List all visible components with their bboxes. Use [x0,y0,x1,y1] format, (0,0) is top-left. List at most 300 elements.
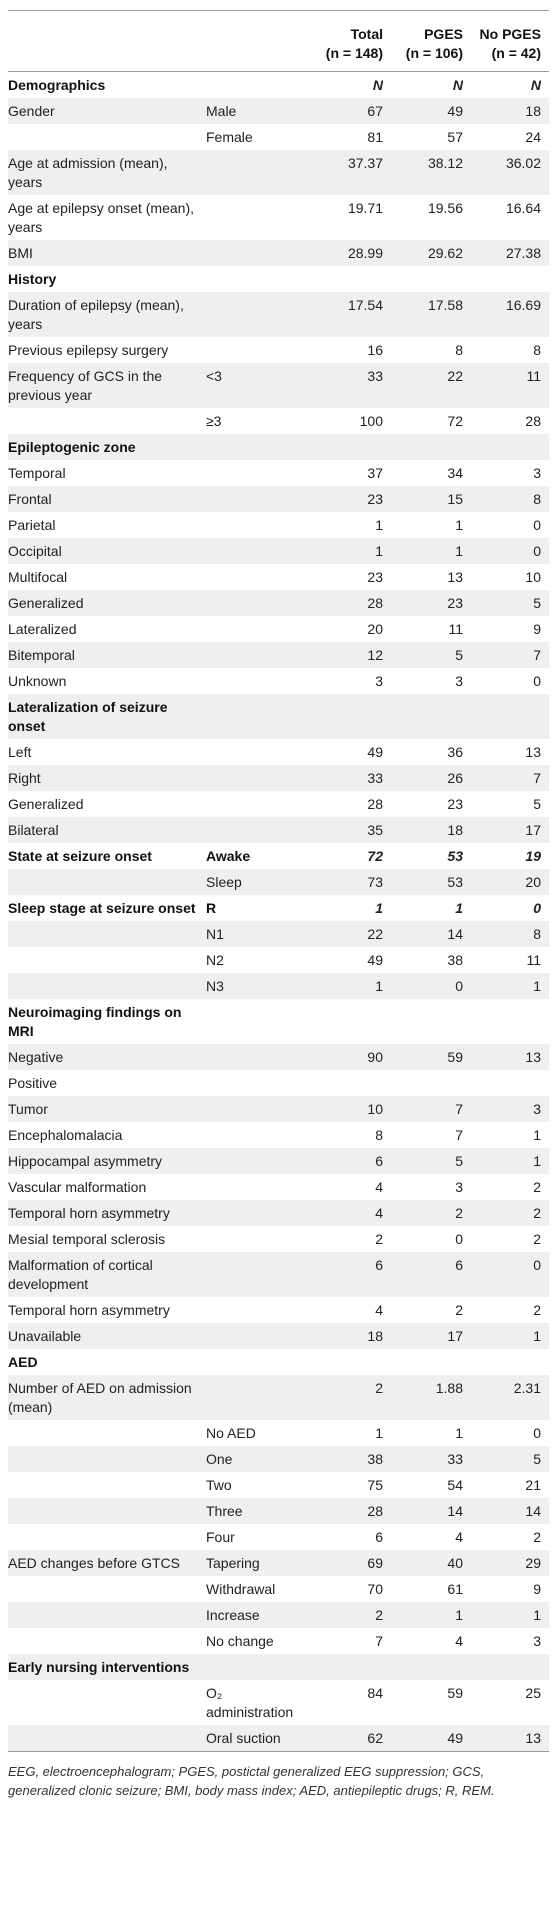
cell-value: 9 [533,1581,541,1597]
cell-value: 17.58 [391,292,471,337]
row-label [8,947,206,973]
cell-value: 4 [375,1302,383,1318]
cell-value: 4 [311,1200,391,1226]
row-label [8,921,206,947]
cell-value: 34 [447,465,463,481]
table-header [8,11,549,72]
row-label: Lateralized [8,621,77,637]
cell-value: 72 [367,848,383,864]
row-sublabel: No AED [206,1425,256,1441]
cell-value: 0 [533,517,541,533]
cell-value [471,1070,549,1096]
cell-value: 57 [447,129,463,145]
cell-value: 59 [447,1685,463,1701]
table-row [8,616,549,642]
cell-value: 11 [526,952,541,968]
table-row [8,791,549,817]
table-row [8,1122,549,1148]
row-label: Bitemporal [8,642,206,668]
cell-value: 22 [391,363,471,408]
row-label: Previous epilepsy surgery [8,342,169,358]
cell-value: 4 [455,1529,463,1545]
cell-value: 23 [391,590,471,616]
row-sublabel [206,765,311,791]
cell-value: 15 [391,486,471,512]
cell-value: 6 [375,1529,383,1545]
cell-value: 2 [311,1375,391,1420]
row-label: Hippocampal asymmetry [8,1148,206,1174]
cell-value: 13 [447,569,463,585]
table-row [8,739,549,765]
table-row [8,1550,549,1576]
cell-value: 25 [525,1685,541,1701]
cell-value: 3 [455,673,463,689]
cell-value: 8 [471,486,549,512]
cell-value: 16 [367,342,383,358]
row-label [8,408,206,434]
row-sublabel: N3 [206,973,311,999]
cell-value: 54 [447,1477,463,1493]
row-label: Demographics [8,77,106,93]
cell-value: 20 [367,621,383,637]
cell-value: 100 [359,413,383,429]
cell-value: 61 [447,1581,463,1597]
cell-value: 37.37 [311,150,391,195]
cell-value [471,1654,549,1680]
row-label: Age at epilepsy onset (mean), years [8,200,194,235]
cell-value: 17.54 [311,292,391,337]
cell-value: 7 [391,1096,471,1122]
table-row [8,408,549,434]
row-sublabel [206,1174,311,1200]
header-no-pges: No PGES (n = 42) [471,11,549,72]
cell-value: 10 [525,569,541,585]
cell-value: 5 [471,590,549,616]
cell-value: 49 [367,952,383,968]
cell-value [471,999,549,1044]
cell-value: 3 [455,1179,463,1195]
row-sublabel [206,564,311,590]
row-sublabel [206,195,311,240]
cell-value: 22 [311,921,391,947]
table-row [8,1297,549,1323]
row-sublabel [206,1044,311,1070]
table-row [8,1096,549,1122]
row-label [8,1472,206,1498]
row-label: Frequency of GCS in the previous year [8,363,206,408]
cell-value: 16.69 [471,292,549,337]
cell-value: 3 [533,1633,541,1649]
table-row [8,1044,549,1070]
row-sublabel [206,486,311,512]
table-row [8,668,549,694]
cell-value: 21 [525,1477,541,1493]
cell-value: 13 [471,1044,549,1070]
row-sublabel [206,1226,311,1252]
cell-value [311,694,391,739]
row-sublabel [206,1200,311,1226]
row-label [8,1576,206,1602]
row-label: BMI [8,240,206,266]
row-sublabel: R [206,900,217,916]
row-sublabel [206,1070,311,1096]
cell-value: 6 [311,1252,391,1297]
row-label: Encephalomalacia [8,1127,123,1143]
cell-value: 11 [448,621,463,637]
row-sublabel [206,292,311,337]
cell-value: 2 [533,1529,541,1545]
cell-value: 8 [471,921,549,947]
row-sublabel: Awake [206,848,251,864]
row-label: Left [8,744,32,760]
row-label [8,1602,206,1628]
row-label [8,124,206,150]
row-label [8,1498,206,1524]
cell-value: 28 [525,413,541,429]
cell-value: 29.62 [391,240,471,266]
row-label [8,1628,206,1654]
header-total: Total (n = 148) [311,11,391,72]
cell-value: 11 [471,363,549,408]
row-label: Lateralization of seizure onset [8,694,206,739]
row-label [8,1725,206,1752]
section-row [8,843,549,869]
cell-value: 23 [311,486,391,512]
cell-value: 28.99 [311,240,391,266]
cell-value: 0 [533,673,541,689]
cell-value: 28 [311,1498,391,1524]
cell-value: 17 [471,817,549,843]
cell-value: 4 [455,1633,463,1649]
cell-value: 1 [455,517,463,533]
cell-value: 29 [471,1550,549,1576]
cell-value: 5 [471,1446,549,1472]
table-row [8,460,549,486]
cell-value: 69 [311,1550,391,1576]
row-label: Right [8,765,206,791]
row-sublabel [206,739,311,765]
cell-value: 5 [391,1148,471,1174]
row-sublabel: Increase [206,1602,311,1628]
section-row [8,895,549,921]
row-label: Early nursing interventions [8,1654,206,1680]
table-row [8,1420,549,1446]
cell-value [311,266,391,292]
row-label: Age at admission (mean), years [8,150,206,195]
cell-value: 1 [391,1602,471,1628]
cell-value: 28 [311,590,391,616]
row-label [8,869,206,895]
table-row [8,1200,549,1226]
table-row [8,1725,549,1752]
section-row [8,999,549,1044]
row-sublabel [206,642,311,668]
cell-value: 38 [311,1446,391,1472]
row-sublabel [206,1148,311,1174]
row-sublabel: No change [206,1633,274,1649]
row-sublabel [206,1654,311,1680]
cell-value: 3 [375,673,383,689]
section-row [8,434,549,460]
table-row [8,564,549,590]
cell-value: 81 [367,129,383,145]
row-label [8,1524,206,1550]
row-sublabel [206,460,311,486]
cell-value [471,266,549,292]
row-sublabel [206,1252,311,1297]
cell-value: 38 [447,952,463,968]
cell-value: 16.64 [505,200,541,216]
row-label: Unavailable [8,1323,206,1349]
cell-value: 1 [471,1148,549,1174]
cell-value: 1 [471,973,549,999]
row-sublabel [206,337,311,363]
row-sublabel: <3 [206,363,311,408]
cell-value: 1 [375,900,383,916]
table-row [8,817,549,843]
table-row [8,1323,549,1349]
table-row [8,1680,549,1725]
row-label: Vascular malformation [8,1179,147,1195]
cell-value: 33 [311,765,391,791]
table-row [8,1070,549,1096]
cell-value: 7 [455,1127,463,1143]
table-row [8,363,549,408]
cell-value: 10 [311,1096,391,1122]
row-label: Generalized [8,590,206,616]
table-row [8,869,549,895]
cell-value: 18 [311,1323,391,1349]
cell-value [471,1349,549,1375]
table-row [8,240,549,266]
cell-value: 13 [525,744,541,760]
cell-value: 2 [533,1179,541,1195]
table-row [8,1472,549,1498]
cell-value [391,434,471,460]
cell-value: N [452,77,463,93]
cell-value [311,1654,391,1680]
row-label: Temporal [8,465,66,481]
row-sublabel: N2 [206,952,224,968]
row-sublabel [206,791,311,817]
row-sublabel: Tapering [206,1550,311,1576]
cell-value: 4 [375,1179,383,1195]
cell-value: 12 [311,642,391,668]
row-label: Occipital [8,538,206,564]
row-sublabel [206,434,311,460]
row-sublabel: Oral suction [206,1725,311,1752]
row-sublabel [206,1297,311,1323]
cell-value: 6 [391,1252,471,1297]
table-row [8,195,549,240]
row-sublabel: O₂ administration [206,1685,294,1720]
section-row [8,1349,549,1375]
row-sublabel [206,1349,311,1375]
row-sublabel: Three [206,1498,311,1524]
cell-value: 2 [455,1302,463,1318]
cell-value: 27.38 [471,240,549,266]
row-sublabel [206,150,311,195]
table-row [8,765,549,791]
row-label: Epileptogenic zone [8,434,206,460]
row-label: Negative [8,1044,206,1070]
row-label: Multifocal [8,569,68,585]
row-sublabel [206,1375,311,1420]
row-sublabel [206,1096,311,1122]
row-sublabel [206,240,311,266]
cell-value: 0 [391,973,471,999]
cell-value: 0 [455,1231,463,1247]
row-label: Neuroimaging findings on MRI [8,1004,182,1039]
cell-value: 23 [447,796,463,812]
cell-value: 2 [533,1302,541,1318]
cell-value [391,266,471,292]
cell-value: 35 [311,817,391,843]
table-row [8,124,549,150]
cell-value: 72 [447,413,463,429]
cell-value: 1 [311,538,391,564]
header-pges: PGES (n = 106) [391,11,471,72]
cell-value: 73 [311,869,391,895]
table-row [8,486,549,512]
row-sublabel: Two [206,1477,232,1493]
row-sublabel [206,616,311,642]
table-row [8,1252,549,1297]
table-row [8,642,549,668]
table-row [8,1602,549,1628]
cell-value: 2 [471,1200,549,1226]
cell-value: 18 [471,98,549,124]
row-sublabel [206,668,311,694]
cell-value: 14 [391,921,471,947]
row-sublabel [206,72,311,99]
section-row [8,694,549,739]
cell-value: 20 [471,869,549,895]
cell-value: 40 [391,1550,471,1576]
table-row [8,1498,549,1524]
cell-value: 67 [311,98,391,124]
cell-value: 2 [311,1602,391,1628]
cell-value: 1 [471,1602,549,1628]
row-label [8,1420,206,1446]
row-sublabel: Sleep [206,869,311,895]
cell-value: 33 [311,363,391,408]
row-label: State at seizure onset [8,848,152,864]
row-sublabel: One [206,1446,311,1472]
row-sublabel [206,694,311,739]
cell-value: 14 [391,1498,471,1524]
row-label: Number of AED on admission (mean) [8,1375,206,1420]
cell-value: 90 [311,1044,391,1070]
table-row [8,1446,549,1472]
table-row [8,921,549,947]
row-sublabel [206,512,311,538]
cell-value: 18 [391,817,471,843]
row-label: AED [8,1354,38,1370]
cell-value: 2.31 [471,1375,549,1420]
data-table [8,10,549,1752]
cell-value [471,694,549,739]
cell-value: 5 [391,642,471,668]
cell-value: 38.12 [391,150,471,195]
row-label: AED changes before GTCS [8,1550,206,1576]
cell-value: 1 [455,1425,463,1441]
cell-value [391,694,471,739]
row-sublabel [206,266,311,292]
cell-value: 84 [367,1685,383,1701]
row-sublabel [206,590,311,616]
cell-value: 49 [367,744,383,760]
cell-value [471,434,549,460]
cell-value: 0 [471,538,549,564]
cell-value: 19.56 [427,200,463,216]
cell-value [311,999,391,1044]
row-sublabel [206,538,311,564]
row-label: Frontal [8,486,206,512]
cell-value: 1 [455,900,463,916]
table-row [8,1148,549,1174]
row-label: Sleep stage at seizure onset [8,900,196,916]
cell-value: 19.71 [347,200,383,216]
table-row [8,1226,549,1252]
row-sublabel: Female [206,129,253,145]
cell-value: 19 [525,848,541,864]
row-label: History [8,271,57,287]
cell-value: 1 [375,517,383,533]
table-row [8,1375,549,1420]
cell-value: N [372,77,383,93]
cell-value [391,1654,471,1680]
cell-value: 3 [471,1096,549,1122]
cell-value: 14 [471,1498,549,1524]
section-row [8,266,549,292]
cell-value: 2 [375,1231,383,1247]
row-label [8,1446,206,1472]
cell-value: 49 [391,98,471,124]
cell-value: 53 [447,848,463,864]
table-row [8,973,549,999]
cell-value: 5 [533,796,541,812]
cell-value: 13 [471,1725,549,1752]
cell-value: 28 [367,796,383,812]
cell-value: 3 [533,465,541,481]
cell-value: 23 [367,569,383,585]
section-row [8,1654,549,1680]
cell-value [391,1349,471,1375]
table-row [8,150,549,195]
row-label: Gender [8,98,206,124]
table-row [8,538,549,564]
row-sublabel: N1 [206,921,311,947]
cell-value: 1.88 [391,1375,471,1420]
cell-value: 24 [525,129,541,145]
row-sublabel [206,999,311,1044]
cell-value: 1 [533,1127,541,1143]
table-row [8,1576,549,1602]
row-label: Positive [8,1075,58,1091]
cell-value: 17 [391,1323,471,1349]
cell-value [391,1070,471,1096]
cell-value: 49 [391,1725,471,1752]
cell-value: 33 [391,1446,471,1472]
table-row [8,337,549,363]
row-label: Parietal [8,517,56,533]
cell-value: 70 [367,1581,383,1597]
row-label: Generalized [8,796,84,812]
cell-value: 0 [471,1252,549,1297]
cell-value: 2 [391,1200,471,1226]
row-label: Temporal horn asymmetry [8,1200,206,1226]
